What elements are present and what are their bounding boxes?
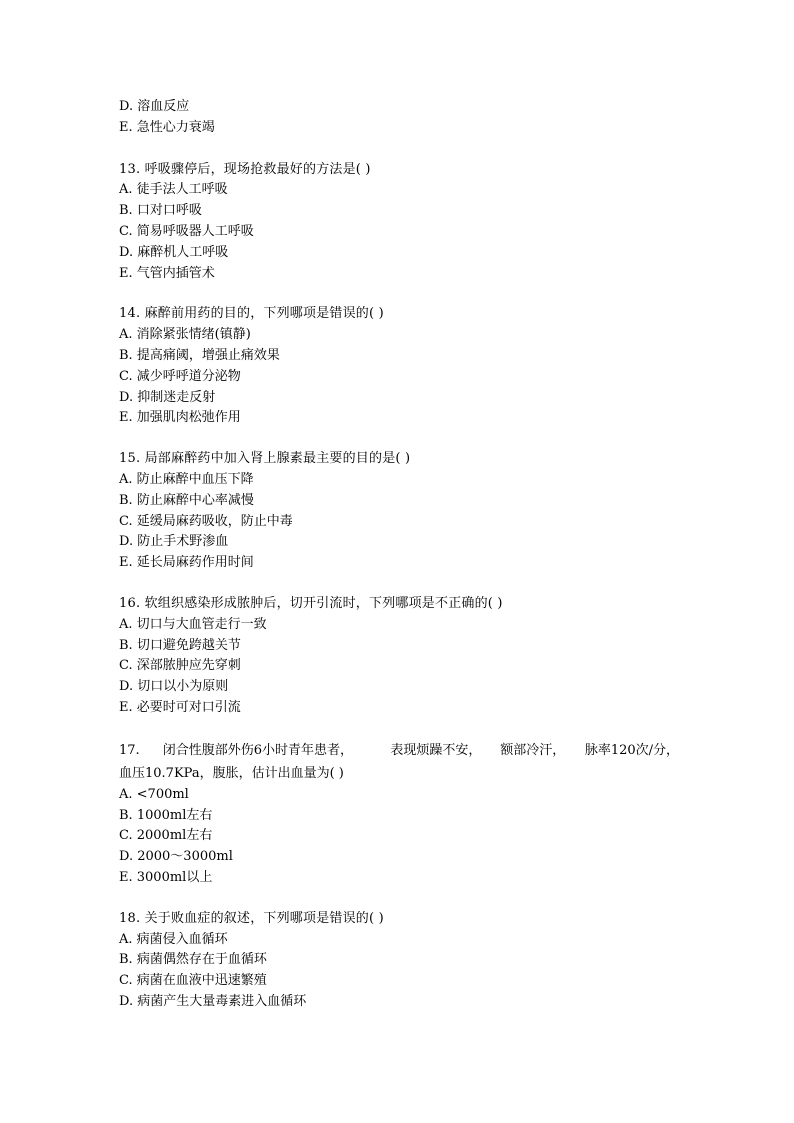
question-14 [119, 304, 679, 429]
option-a: A. 徒手法人工呼吸 [119, 182, 228, 198]
question-stem-line-2: 血压10.7KPa，腹胀，估计出血量为( ) [119, 765, 344, 781]
question-17 [119, 739, 679, 889]
option-c: C. 简易呼吸器人工呼吸 [119, 223, 254, 239]
option-b: B. 1000ml左右 [119, 807, 213, 823]
option-d: D. 溶血反应 [119, 99, 190, 114]
question-stem: 18. 关于败血症的叙述，下列哪项是错误的( ) [119, 910, 384, 926]
option-e: E. 气管内插管术 [119, 265, 215, 281]
option-e: E. 必要时可对口引流 [119, 699, 241, 715]
option-c: C. 2000ml左右 [119, 828, 213, 844]
option-d: D. 病菌产生大量毒素进入血循环 [119, 993, 307, 1009]
question-stem: 13. 呼吸骤停后，现场抢救最好的方法是( ) [119, 161, 371, 177]
option-c: C. 减少呼呼道分泌物 [119, 368, 241, 384]
question-stem: 15. 局部麻醉药中加入肾上腺素最主要的目的是( ) [119, 451, 411, 467]
option-b: B. 防止麻醉中心率减慢 [119, 492, 254, 508]
option-a: A. <700ml [119, 786, 189, 802]
option-b: B. 提高痛阈，增强止痛效果 [119, 347, 280, 363]
option-d: D. 防止手术野渗血 [119, 534, 229, 550]
option-a: A. 病菌侵入血循环 [119, 931, 228, 947]
option-e: E. 急性心力衰竭 [119, 119, 215, 135]
question-stem: 16. 软组织感染形成脓肿后，切开引流时，下列哪项是不正确的( ) [119, 595, 503, 611]
option-d: D. 2000～3000ml [119, 849, 233, 865]
option-e: E. 延长局麻药作用时间 [119, 555, 254, 571]
option-b: B. 切口避免跨越关节 [119, 637, 241, 653]
question-16 [119, 594, 679, 719]
option-b: B. 口对口呼吸 [119, 203, 202, 219]
option-d: D. 抑制迷走反射 [119, 389, 216, 405]
option-b: B. 病菌偶然存在于血循环 [119, 952, 267, 968]
option-a: A. 切口与大血管走行一致 [119, 616, 267, 632]
option-c: C. 延缓局麻药吸收，防止中毒 [119, 513, 293, 529]
question-stem [119, 739, 679, 785]
option-c: C. 深部脓肿应先穿刺 [119, 658, 241, 674]
question-18 [119, 909, 679, 1013]
previous-question-tail [119, 97, 679, 139]
stem-segment: 闭合性腹部外伤6小时青年患者， [162, 742, 354, 758]
stem-segment: 脉率120次/分， [584, 742, 680, 758]
stem-segment: 额部冷汗， [500, 742, 566, 758]
option-e: E. 3000ml以上 [119, 869, 213, 885]
exam-page [119, 97, 679, 1033]
option-a: A. 消除紧张情绪(镇静) [119, 327, 251, 343]
option-e: E. 加强肌肉松弛作用 [119, 410, 241, 426]
option-a: A. 防止麻醉中血压下降 [119, 471, 254, 487]
question-13 [119, 160, 679, 285]
question-15 [119, 449, 679, 574]
option-d: D. 切口以小为原则 [119, 679, 229, 695]
stem-segment: 表现烦躁不安， [390, 742, 482, 758]
option-d: D. 麻醉机人工呼吸 [119, 244, 229, 260]
question-stem-line-1 [119, 739, 679, 762]
question-stem: 14. 麻醉前用药的目的，下列哪项是错误的( ) [119, 306, 384, 322]
question-number: 17. [119, 742, 140, 758]
option-c: C. 病菌在血液中迅速繁殖 [119, 973, 267, 989]
